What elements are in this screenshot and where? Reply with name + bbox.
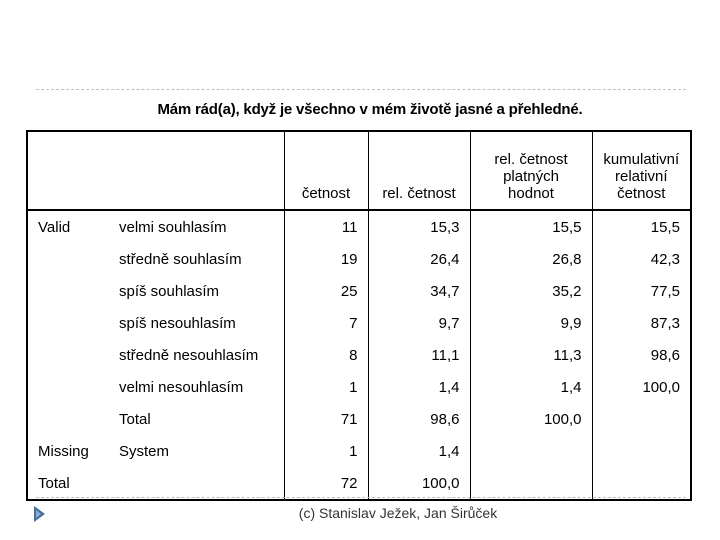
header-rel-cetnost: rel. četnost xyxy=(368,131,470,210)
table-row xyxy=(27,339,691,371)
cell-cetnost: 71 xyxy=(284,403,368,435)
cell-rel-cetnost: 9,7 xyxy=(368,307,470,339)
cell-rel-platnych: 100,0 xyxy=(470,403,592,435)
cell-rel-platnych xyxy=(470,435,592,467)
cell-kumulativni xyxy=(592,435,691,467)
cell-rel-cetnost: 1,4 xyxy=(368,435,470,467)
header-rel-platnych xyxy=(470,131,592,210)
cell-rel-cetnost: 34,7 xyxy=(368,275,470,307)
table-title: Mám rád(a), když je všechno v mém životě jasné a přehledné. xyxy=(157,101,583,118)
cell-rel-platnych xyxy=(470,467,592,500)
frequency-table xyxy=(26,130,692,501)
row-category-label: středně souhlasím xyxy=(119,250,242,268)
row-group-label: Valid xyxy=(38,218,71,236)
cell-cetnost: 25 xyxy=(284,275,368,307)
row-category-label: velmi souhlasím xyxy=(119,218,227,236)
cell-cetnost: 72 xyxy=(284,467,368,500)
cell-cetnost: 1 xyxy=(284,371,368,403)
cell-kumulativni: 77,5 xyxy=(592,275,691,307)
cell-rel-cetnost: 26,4 xyxy=(368,243,470,275)
header-line: platných xyxy=(503,168,559,185)
table-row xyxy=(27,403,691,435)
cell-cetnost: 19 xyxy=(284,243,368,275)
row-group-label xyxy=(27,307,109,339)
cell-rel-platnych: 11,3 xyxy=(470,339,592,371)
cell-cetnost: 7 xyxy=(284,307,368,339)
table-row xyxy=(27,243,691,275)
table-row xyxy=(27,210,691,243)
row-category-label: spíš nesouhlasím xyxy=(119,314,236,332)
table-row xyxy=(27,275,691,307)
cell-kumulativni xyxy=(592,467,691,500)
cell-cetnost: 1 xyxy=(284,435,368,467)
top-divider xyxy=(36,89,686,90)
table-row xyxy=(27,467,691,500)
row-category-label: spíš souhlasím xyxy=(119,282,220,300)
table-row xyxy=(27,307,691,339)
header-blank-category xyxy=(109,131,284,210)
header-line: rel. četnost xyxy=(494,151,568,168)
cell-rel-cetnost: 11,1 xyxy=(368,339,470,371)
cell-kumulativni: 15,5 xyxy=(592,210,691,243)
row-group-label xyxy=(27,275,109,307)
header-line: relativní xyxy=(614,168,668,185)
row-category-label xyxy=(109,467,284,500)
row-category-label: System xyxy=(119,442,170,460)
row-category-label: velmi nesouhlasím xyxy=(119,378,244,396)
cell-rel-platnych: 35,2 xyxy=(470,275,592,307)
header-kumulativni xyxy=(592,131,691,210)
cell-rel-cetnost: 1,4 xyxy=(368,371,470,403)
row-category-label: středně nesouhlasím xyxy=(119,346,259,364)
header-row xyxy=(27,131,691,210)
row-group-label: Total xyxy=(38,474,70,492)
cell-kumulativni: 100,0 xyxy=(592,371,691,403)
row-group-label xyxy=(27,339,109,371)
row-group-label xyxy=(27,371,109,403)
row-group-label: Missing xyxy=(38,442,89,460)
cell-kumulativni xyxy=(592,403,691,435)
cell-rel-cetnost: 15,3 xyxy=(368,210,470,243)
cell-rel-platnych: 9,9 xyxy=(470,307,592,339)
cell-rel-platnych: 1,4 xyxy=(470,371,592,403)
cell-kumulativni: 87,3 xyxy=(592,307,691,339)
table-row xyxy=(27,435,691,467)
cell-cetnost: 11 xyxy=(284,210,368,243)
copyright-footer: (c) Stanislav Ježek, Jan Širůček xyxy=(298,505,498,521)
row-group-label xyxy=(27,243,109,275)
header-cetnost: četnost xyxy=(284,131,368,210)
bottom-divider xyxy=(36,497,686,498)
header-line: četnost xyxy=(617,185,666,202)
cell-cetnost: 8 xyxy=(284,339,368,371)
cell-rel-platnych: 26,8 xyxy=(470,243,592,275)
header-line: kumulativní xyxy=(603,151,680,168)
cell-rel-platnych: 15,5 xyxy=(470,210,592,243)
header-line: hodnot xyxy=(508,185,554,202)
cell-rel-cetnost: 98,6 xyxy=(368,403,470,435)
cell-kumulativni: 98,6 xyxy=(592,339,691,371)
table-row xyxy=(27,371,691,403)
cell-rel-cetnost: 100,0 xyxy=(368,467,470,500)
row-group-label xyxy=(27,403,109,435)
row-category-label: Total xyxy=(119,410,151,428)
cell-kumulativni: 42,3 xyxy=(592,243,691,275)
header-blank-group xyxy=(27,131,109,210)
